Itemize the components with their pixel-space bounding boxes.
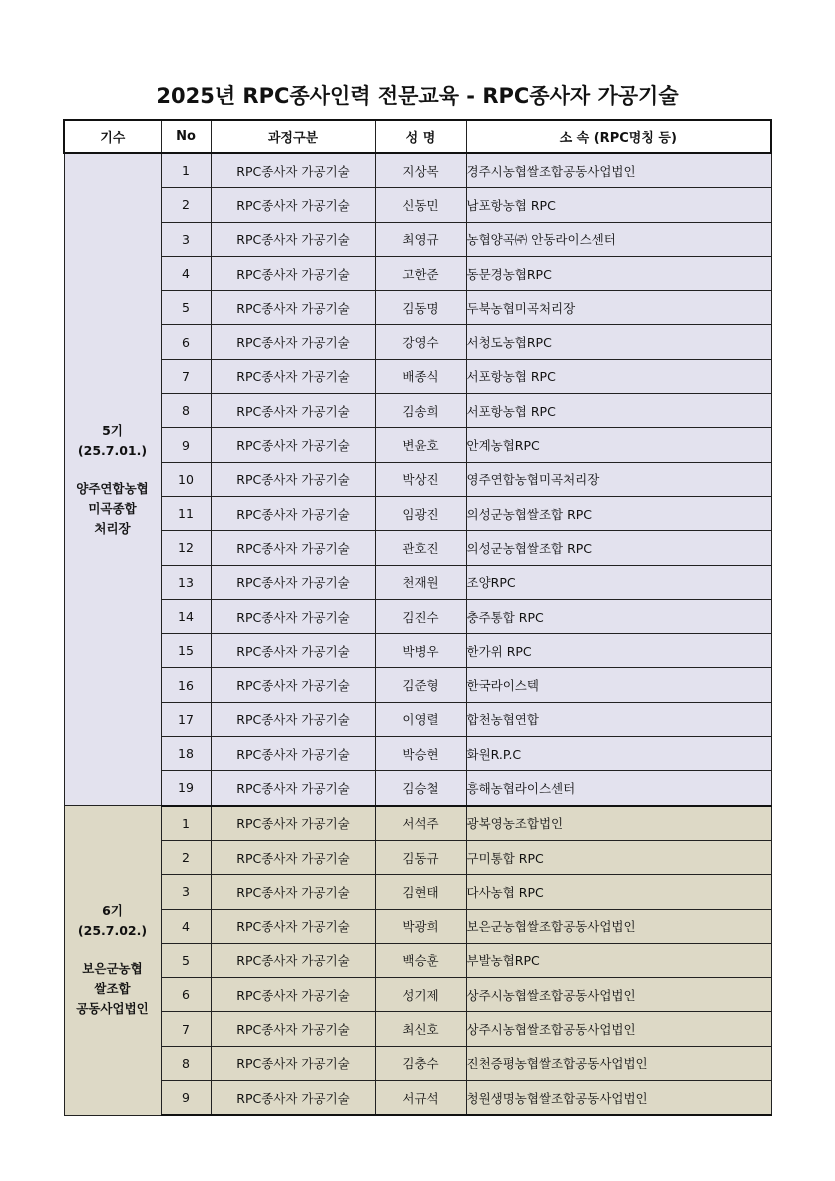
- table-row: [64, 599, 771, 633]
- table-row: [64, 256, 771, 290]
- table-row: [64, 531, 771, 565]
- spacer: [65, 461, 161, 479]
- table-row: [64, 359, 771, 393]
- row-number: 1: [161, 153, 211, 188]
- affiliation-cell: 부발농협RPC: [466, 943, 771, 977]
- affiliation-cell: 청원생명농협쌀조합공동사업법인: [466, 1081, 771, 1116]
- table-row: [64, 806, 771, 841]
- name-cell: 박광희: [375, 909, 466, 943]
- name-cell: 고한준: [375, 256, 466, 290]
- name-cell: 임광진: [375, 496, 466, 530]
- affiliation-cell: 동문경농협RPC: [466, 256, 771, 290]
- row-number: 18: [161, 737, 211, 771]
- table-row: [64, 428, 771, 462]
- table-row: [64, 462, 771, 496]
- row-number: 15: [161, 634, 211, 668]
- name-cell: 박승현: [375, 737, 466, 771]
- table-row: [64, 222, 771, 256]
- course-cell: RPC종사자 가공기술: [211, 1081, 375, 1116]
- cohort-label: 5기: [102, 422, 123, 438]
- affiliation-cell: 두북농협미곡처리장: [466, 291, 771, 325]
- affiliation-cell: 서청도농협RPC: [466, 325, 771, 359]
- affiliation-cell: 한국라이스텍: [466, 668, 771, 702]
- table-row: [64, 840, 771, 874]
- course-cell: RPC종사자 가공기술: [211, 875, 375, 909]
- row-number: 9: [161, 428, 211, 462]
- course-cell: RPC종사자 가공기술: [211, 462, 375, 496]
- name-cell: 백승훈: [375, 943, 466, 977]
- table-row: [64, 634, 771, 668]
- row-number: 6: [161, 978, 211, 1012]
- table-row: [64, 668, 771, 702]
- cohort-date: (25.7.02.): [77, 923, 148, 939]
- row-number: 10: [161, 462, 211, 496]
- table-row: [64, 702, 771, 736]
- name-cell: 김동규: [375, 840, 466, 874]
- affiliation-cell: 영주연합농협미곡처리장: [466, 462, 771, 496]
- affiliation-cell: 충주통합 RPC: [466, 599, 771, 633]
- name-cell: 변윤호: [375, 428, 466, 462]
- affiliation-cell: 광복영농조합법인: [466, 806, 771, 841]
- table-row: [64, 875, 771, 909]
- table-row: [64, 565, 771, 599]
- header-no: No: [161, 120, 211, 153]
- row-number: 19: [161, 771, 211, 806]
- roster-body: [64, 153, 771, 1115]
- affiliation-cell: 서포항농협 RPC: [466, 359, 771, 393]
- name-cell: 박상진: [375, 462, 466, 496]
- row-number: 17: [161, 702, 211, 736]
- venue-line: 처리장: [94, 520, 131, 536]
- table-row: [64, 1081, 771, 1116]
- affiliation-cell: 경주시농협쌀조합공동사업법인: [466, 153, 771, 188]
- course-cell: RPC종사자 가공기술: [211, 428, 375, 462]
- affiliation-cell: 상주시농협쌀조합공동사업법인: [466, 1012, 771, 1046]
- affiliation-cell: 상주시농협쌀조합공동사업법인: [466, 978, 771, 1012]
- table-row: [64, 1012, 771, 1046]
- affiliation-cell: 서포항농협 RPC: [466, 394, 771, 428]
- course-cell: RPC종사자 가공기술: [211, 806, 375, 841]
- course-cell: RPC종사자 가공기술: [211, 943, 375, 977]
- name-cell: 김현태: [375, 875, 466, 909]
- affiliation-cell: 조양RPC: [466, 565, 771, 599]
- table-row: [64, 978, 771, 1012]
- row-number: 2: [161, 188, 211, 222]
- row-number: 1: [161, 806, 211, 841]
- cohort-cell: [64, 153, 161, 806]
- table-row: [64, 291, 771, 325]
- name-cell: 지상목: [375, 153, 466, 188]
- name-cell: 배종식: [375, 359, 466, 393]
- name-cell: 김승철: [375, 771, 466, 806]
- name-cell: 관호진: [375, 531, 466, 565]
- row-number: 16: [161, 668, 211, 702]
- name-cell: 김충수: [375, 1046, 466, 1080]
- venue-line: 보은군농협: [82, 961, 143, 977]
- name-cell: 김동명: [375, 291, 466, 325]
- course-cell: RPC종사자 가공기술: [211, 188, 375, 222]
- table-row: [64, 771, 771, 806]
- row-number: 13: [161, 565, 211, 599]
- row-number: 8: [161, 394, 211, 428]
- venue-line: 양주연합농협: [76, 480, 149, 496]
- affiliation-cell: 농협양곡㈜ 안동라이스센터: [466, 222, 771, 256]
- row-number: 8: [161, 1046, 211, 1080]
- row-number: 3: [161, 222, 211, 256]
- name-cell: 박병우: [375, 634, 466, 668]
- row-number: 9: [161, 1081, 211, 1116]
- row-number: 7: [161, 359, 211, 393]
- course-cell: RPC종사자 가공기술: [211, 153, 375, 188]
- roster-table: [63, 119, 772, 1116]
- cohort-label: 6기: [102, 903, 123, 919]
- header-course: 과정구분: [211, 120, 375, 153]
- course-cell: RPC종사자 가공기술: [211, 394, 375, 428]
- course-cell: RPC종사자 가공기술: [211, 978, 375, 1012]
- row-number: 7: [161, 1012, 211, 1046]
- course-cell: RPC종사자 가공기술: [211, 325, 375, 359]
- document-title: 2025년 RPC종사인력 전문교육 - RPC종사자 가공기술: [156, 84, 679, 108]
- cohort-cell: [64, 806, 161, 1116]
- name-cell: 신동민: [375, 188, 466, 222]
- row-number: 12: [161, 531, 211, 565]
- affiliation-cell: 합천농협연합: [466, 702, 771, 736]
- row-number: 11: [161, 496, 211, 530]
- affiliation-cell: 진천증평농협쌀조합공동사업법인: [466, 1046, 771, 1080]
- affiliation-cell: 남포항농협 RPC: [466, 188, 771, 222]
- header-affiliation: 소 속 (RPC명칭 등): [466, 120, 771, 153]
- venue-line: 미곡종합: [88, 500, 137, 516]
- course-cell: RPC종사자 가공기술: [211, 771, 375, 806]
- row-number: 4: [161, 909, 211, 943]
- table-row: [64, 1046, 771, 1080]
- table-row: [64, 325, 771, 359]
- course-cell: RPC종사자 가공기술: [211, 291, 375, 325]
- course-cell: RPC종사자 가공기술: [211, 634, 375, 668]
- row-number: 5: [161, 291, 211, 325]
- table-row: [64, 943, 771, 977]
- affiliation-cell: 화원R.P.C: [466, 737, 771, 771]
- course-cell: RPC종사자 가공기술: [211, 702, 375, 736]
- name-cell: 강영수: [375, 325, 466, 359]
- affiliation-cell: 의성군농협쌀조합 RPC: [466, 496, 771, 530]
- affiliation-cell: 한가위 RPC: [466, 634, 771, 668]
- affiliation-cell: 흥해농협라이스센터: [466, 771, 771, 806]
- name-cell: 성기제: [375, 978, 466, 1012]
- header-name: 성 명: [375, 120, 466, 153]
- venue-line: 쌀조합: [94, 981, 131, 997]
- affiliation-cell: 의성군농협쌀조합 RPC: [466, 531, 771, 565]
- table-row: [64, 496, 771, 530]
- affiliation-cell: 다사농협 RPC: [466, 875, 771, 909]
- course-cell: RPC종사자 가공기술: [211, 496, 375, 530]
- row-number: 2: [161, 840, 211, 874]
- course-cell: RPC종사자 가공기술: [211, 222, 375, 256]
- spacer: [65, 941, 161, 959]
- row-number: 14: [161, 599, 211, 633]
- name-cell: 서석주: [375, 806, 466, 841]
- header-cohort: 기수: [64, 120, 161, 153]
- cohort-date: (25.7.01.): [77, 442, 148, 458]
- course-cell: RPC종사자 가공기술: [211, 359, 375, 393]
- course-cell: RPC종사자 가공기술: [211, 256, 375, 290]
- name-cell: 최신호: [375, 1012, 466, 1046]
- name-cell: 최영규: [375, 222, 466, 256]
- course-cell: RPC종사자 가공기술: [211, 599, 375, 633]
- name-cell: 김준형: [375, 668, 466, 702]
- affiliation-cell: 보은군농협쌀조합공동사업법인: [466, 909, 771, 943]
- course-cell: RPC종사자 가공기술: [211, 909, 375, 943]
- table-row: [64, 188, 771, 222]
- table-row: [64, 394, 771, 428]
- row-number: 6: [161, 325, 211, 359]
- course-cell: RPC종사자 가공기술: [211, 1012, 375, 1046]
- course-cell: RPC종사자 가공기술: [211, 531, 375, 565]
- affiliation-cell: 안계농협RPC: [466, 428, 771, 462]
- name-cell: 서규석: [375, 1081, 466, 1116]
- course-cell: RPC종사자 가공기술: [211, 840, 375, 874]
- course-cell: RPC종사자 가공기술: [211, 565, 375, 599]
- course-cell: RPC종사자 가공기술: [211, 668, 375, 702]
- header-row: [64, 120, 771, 153]
- row-number: 5: [161, 943, 211, 977]
- name-cell: 천재원: [375, 565, 466, 599]
- name-cell: 김송희: [375, 394, 466, 428]
- row-number: 4: [161, 256, 211, 290]
- table-row: [64, 737, 771, 771]
- name-cell: 김진수: [375, 599, 466, 633]
- row-number: 3: [161, 875, 211, 909]
- name-cell: 이영렬: [375, 702, 466, 736]
- table-row: [64, 909, 771, 943]
- affiliation-cell: 구미통합 RPC: [466, 840, 771, 874]
- course-cell: RPC종사자 가공기술: [211, 1046, 375, 1080]
- table-row: [64, 153, 771, 188]
- course-cell: RPC종사자 가공기술: [211, 737, 375, 771]
- venue-line: 공동사업법인: [76, 1001, 149, 1017]
